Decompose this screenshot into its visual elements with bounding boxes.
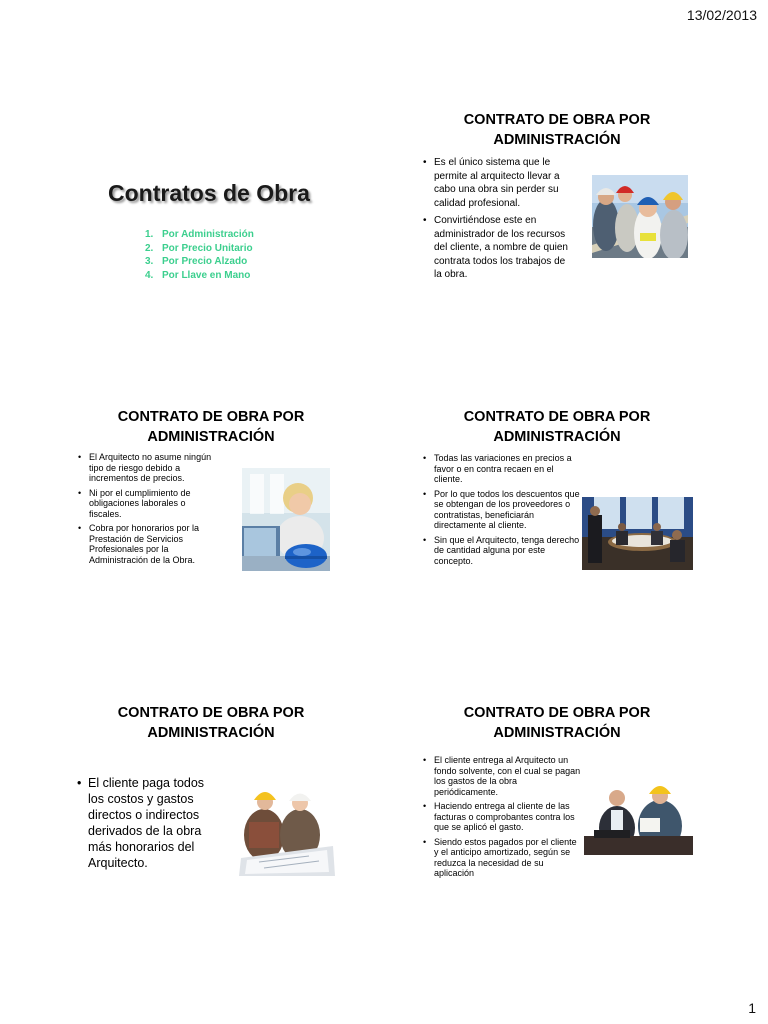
page-number: 1 xyxy=(748,1000,756,1016)
bullet-item: • Ni por el cumplimiento de obligaciones laborales o fiscales. xyxy=(78,488,212,520)
engineers-hard-hats-photo xyxy=(592,175,688,258)
slide-title: CONTRATO DE OBRA POR ADMINISTRACIÓN xyxy=(463,112,651,148)
slide-2 xyxy=(407,110,707,330)
bullet-item: • Es el único sistema que le permite al arquitecto llevar a cabo una obra sin perder su calidad profesional. xyxy=(423,156,575,210)
bullet-item: • Sin que el Arquitecto, tenga derecho de cantidad alguna por este concepto. xyxy=(423,535,581,567)
slide-title: CONTRATO DE OBRA POR ADMINISTRACIÓN xyxy=(463,705,651,741)
bullet-item: • El cliente entrega al Arquitecto un fondo solvente, con el cual se pagan los gastos de la obra periódicamente. xyxy=(423,755,583,797)
slide-5 xyxy=(61,703,361,923)
slide-title: CONTRATO DE OBRA POR ADMINISTRACIÓN xyxy=(117,409,305,445)
slide-6-bullets xyxy=(423,755,583,883)
slide-3-bullets xyxy=(78,452,212,569)
bullet-item: • Convirtiéndose este en administrador de los recursos del cliente, a nombre de quien contrata todos los trabajos de la obra. xyxy=(423,214,575,282)
slide-1-title: Contratos de Obra xyxy=(108,180,310,206)
bullet-item: • El cliente paga todos los costos y gastos directos o indirectos derivados de la obra más honorarios del Arquitecto. xyxy=(77,775,211,871)
slide-3 xyxy=(61,407,361,627)
workers-blueprints-photo xyxy=(239,780,335,876)
slide-title: CONTRATO DE OBRA POR ADMINISTRACIÓN xyxy=(117,705,305,741)
list-item: 1. Por Administración xyxy=(145,229,254,240)
businessman-worker-photo xyxy=(584,778,693,855)
slide-title: CONTRATO DE OBRA POR ADMINISTRACIÓN xyxy=(463,409,651,445)
header-date: 13/02/2013 xyxy=(686,7,757,23)
slide-4-bullets xyxy=(423,453,581,570)
slide-6 xyxy=(407,703,707,923)
bullet-item: • Haciendo entrega al cliente de las facturas o comprobantes contra los que se aplicó el gasto. xyxy=(423,801,583,833)
slide-4 xyxy=(407,407,707,627)
meeting-room-photo xyxy=(582,497,693,570)
bullet-item: • Por lo que todos los descuentos que se obtengan de los proveedores o contratistas, beneficiarán directamente al cliente. xyxy=(423,489,581,531)
slide-5-bullets xyxy=(77,775,211,875)
slide-2-bullets xyxy=(423,156,575,286)
bullet-item: • Cobra por honorarios por la Prestación de Servicios Profesionales por la Administración de la Obra. xyxy=(78,523,212,565)
list-item: 4. Por Llave en Mano xyxy=(145,269,251,281)
bullet-item: • Todas las variaciones en precios a favor o en contra recaen en el cliente. xyxy=(423,453,581,485)
slide-1-list xyxy=(145,228,254,282)
bullet-item: • El Arquitecto no asume ningún tipo de riesgo debido a incrementos de precios. xyxy=(78,452,212,484)
list-item: 3. Por Precio Alzado xyxy=(145,256,248,267)
list-item: 2. Por Precio Unitario xyxy=(145,242,253,254)
bullet-item: • Siendo estos pagados por el cliente y el anticipo amortizado, según se reduzca la necesidad de su aplicación xyxy=(423,837,583,879)
woman-phone-hardhat-photo xyxy=(242,468,330,571)
